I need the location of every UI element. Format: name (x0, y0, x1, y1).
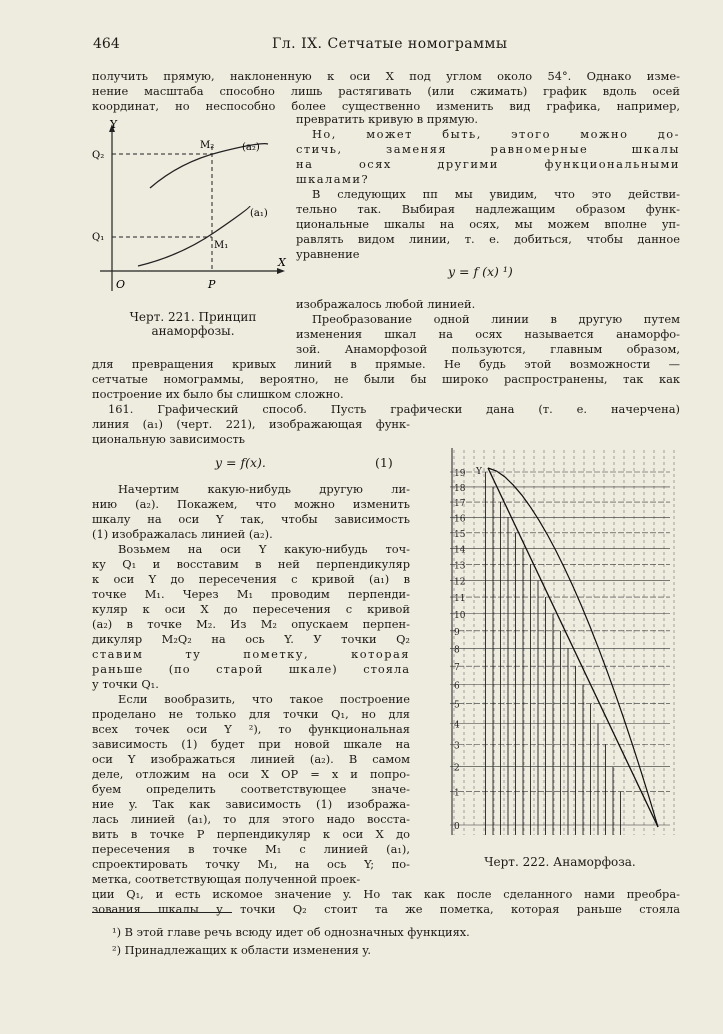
text-line: (1) изображалась линией (a₂). (92, 528, 273, 541)
text-line: зой. Анаморфозой пользуются, главным образом, (296, 343, 680, 356)
tick-label-7: 7 (454, 663, 460, 674)
text-line: вить в точке P перпендикуляр к оси X до (92, 828, 410, 841)
text-line: всех точек оси Y ²), то функциональная (92, 723, 410, 736)
tick-label-9: 9 (454, 627, 460, 638)
tick-label-8: 8 (454, 645, 460, 656)
fig221-label-q2: Q₂ (92, 150, 105, 161)
footnote-rule (92, 912, 232, 913)
tick-label-14: 14 (454, 545, 466, 556)
text-line: проделано не только для точки Q₁, но для (92, 708, 410, 721)
tick-label-12: 12 (454, 577, 466, 588)
fig221-label-a2: (a₂) (242, 142, 260, 153)
text-line: Если вообразить, что такое построение (118, 693, 410, 706)
text-line: Начертим какую-нибудь другую ли- (118, 483, 410, 496)
tick-label-0: 0 (454, 822, 460, 832)
figure-221 (90, 116, 290, 301)
text-line: получить прямую, наклоненную к оси X под углом около 54°. Однако изме- (92, 70, 680, 83)
text-line: зависимость (1) будет при новой шкале на (92, 738, 410, 751)
text-line: нение масштаба способно лишь растягивать (или сжимать) график вдоль осей (92, 85, 680, 98)
text-line: Возьмем на оси Y какую-нибудь точ- (118, 543, 410, 556)
figure-222 (430, 440, 680, 840)
text-line: сетчатые номограммы, вероятно, не были бы широко распространены, так как (92, 373, 680, 386)
text-line: (a₂) в точке M₂. Из M₂ опускаем перпен- (92, 618, 410, 631)
fig221-label-q1: Q₁ (92, 232, 105, 243)
text-line: шкалу на оси Y так, чтобы зависимость (92, 513, 410, 526)
text-line: деле, отложим на оси X OP = x и попро- (92, 768, 410, 781)
text-line: спроектировать точку M₁, на ось Y; по- (92, 858, 410, 871)
text-line: нию (a₂). Покажем, что можно изменить (92, 498, 410, 511)
text-line: В следующих пп мы увидим, что это действи- (312, 188, 680, 201)
text-line: куляр к оси X до пересечения с кривой (92, 603, 410, 616)
tick-label-1: 1 (454, 788, 460, 799)
text-line: к оси Y до пересечения с кривой (a₁) в (92, 573, 410, 586)
text-line: циональную зависимость (92, 433, 246, 446)
text-line: раньше (по старой шкале) стояла (92, 663, 410, 676)
text-line: линия (a₁) (черт. 221), изображающая функ- (92, 418, 410, 431)
text-line: Но, может быть, этого можно до- (312, 128, 680, 141)
running-header: Гл. IX. Сетчатые номограммы (272, 36, 508, 52)
text-line: на осях другими функциональными (296, 158, 680, 171)
section-heading-line: 161. Графический способ. Пусть графически дана (т. е. начерчена) (108, 403, 680, 416)
text-line: оси Y изображаться линией (a₂). В самом (92, 753, 410, 766)
fig221-label-a1: (a₁) (250, 208, 268, 219)
fig221-label-x: X (278, 256, 286, 269)
tick-label-13: 13 (454, 561, 466, 572)
text-line: шкалами? (296, 173, 370, 186)
tick-label-17: 17 (454, 499, 466, 510)
text-line: у точки Q₁. (92, 678, 159, 691)
text-line: для превращения кривых линий в прямые. Не будь этой возможности — (92, 358, 680, 371)
tick-label-15: 15 (454, 529, 466, 540)
text-line: ку Q₁ и восставим в ней перпендикуляр (92, 558, 410, 571)
tick-label-2: 2 (454, 763, 460, 774)
text-line: тельно так. Выбирая надлежащим образом функ- (296, 203, 680, 216)
text-line: Преобразование одной линии в другую путем (312, 313, 680, 326)
text-line: лась линией (a₁), то для этого надо восста- (92, 813, 410, 826)
text-line: построение их было бы слишком сложно. (92, 388, 344, 401)
text-line: пересечения в точке M₁ с линией (a₁), (92, 843, 410, 856)
text-line: стичь, заменяя равномерные шкалы (296, 143, 680, 156)
tick-label-6: 6 (454, 681, 460, 692)
text-line: точке M₁. Через M₁ проводим перпенди- (92, 588, 410, 601)
text-line: метка, соответствующая полученной проек- (92, 873, 361, 886)
line-a2 (488, 468, 658, 827)
tick-label-16: 16 (454, 514, 466, 525)
fig221-label-p: P (208, 278, 216, 291)
tick-label-4: 4 (454, 720, 460, 731)
text-line: ставим ту пометку, которая (92, 648, 410, 661)
text-line: буем определить соответствующее значе- (92, 783, 410, 796)
text-line: координат, но неспособно более существенно изменить вид графика, например, (92, 100, 680, 113)
text-line: ние y. Так как зависимость (1) изобража- (92, 798, 410, 811)
formula-top: y = f (x) ¹) (448, 264, 513, 279)
text-line: ции Q₁, и есть искомое значение y. Но так как после сделанного нами преобра- (92, 888, 680, 901)
formula-number: (1) (375, 455, 393, 470)
footnote-2: ²) Принадлежащих к области изменения y. (112, 943, 371, 957)
fig221-caption: Черт. 221. Принцип анаморфозы. (129, 310, 257, 338)
tick-label-18: 18 (454, 483, 466, 494)
fig221-label-m1: M₁ (214, 240, 229, 251)
fig221-label-o: O (116, 278, 126, 291)
text-line: уравнение (296, 248, 360, 261)
text-line: превратить кривую в прямую. (296, 113, 478, 126)
text-line: изображалось любой линией. (296, 298, 476, 311)
footnote-1: ¹) В этой главе речь всюду идет об однозначных функциях. (112, 925, 470, 939)
text-line: изменения шкал на осях называется анаморфо- (296, 328, 680, 341)
tick-label-19: 19 (454, 469, 466, 479)
tick-label-11: 11 (454, 594, 466, 605)
fig221-label-m2: M₂ (200, 140, 215, 151)
formula-main: y = f(x). (215, 455, 266, 470)
tick-label-3: 3 (454, 741, 460, 752)
fig221-label-y: Y (110, 118, 118, 131)
fig222-caption: Черт. 222. Анаморфоза. (484, 855, 636, 869)
text-line: дикуляр M₂Q₂ на ось Y. У точки Q₂ (92, 633, 410, 646)
text-line: равлять видом линии, т. е. добиться, чтобы данное (296, 233, 680, 246)
text-line: зования шкалы у точки Q₂ стоит та же пометка, которая раньше стояла (92, 903, 680, 916)
page-number: 464 (93, 36, 120, 52)
text-line: циональные шкалы на осях, мы можем вполне уп- (296, 218, 680, 231)
tick-label-5: 5 (454, 700, 460, 711)
y-axis-label: Y (476, 467, 482, 477)
tick-label-10: 10 (454, 610, 466, 621)
